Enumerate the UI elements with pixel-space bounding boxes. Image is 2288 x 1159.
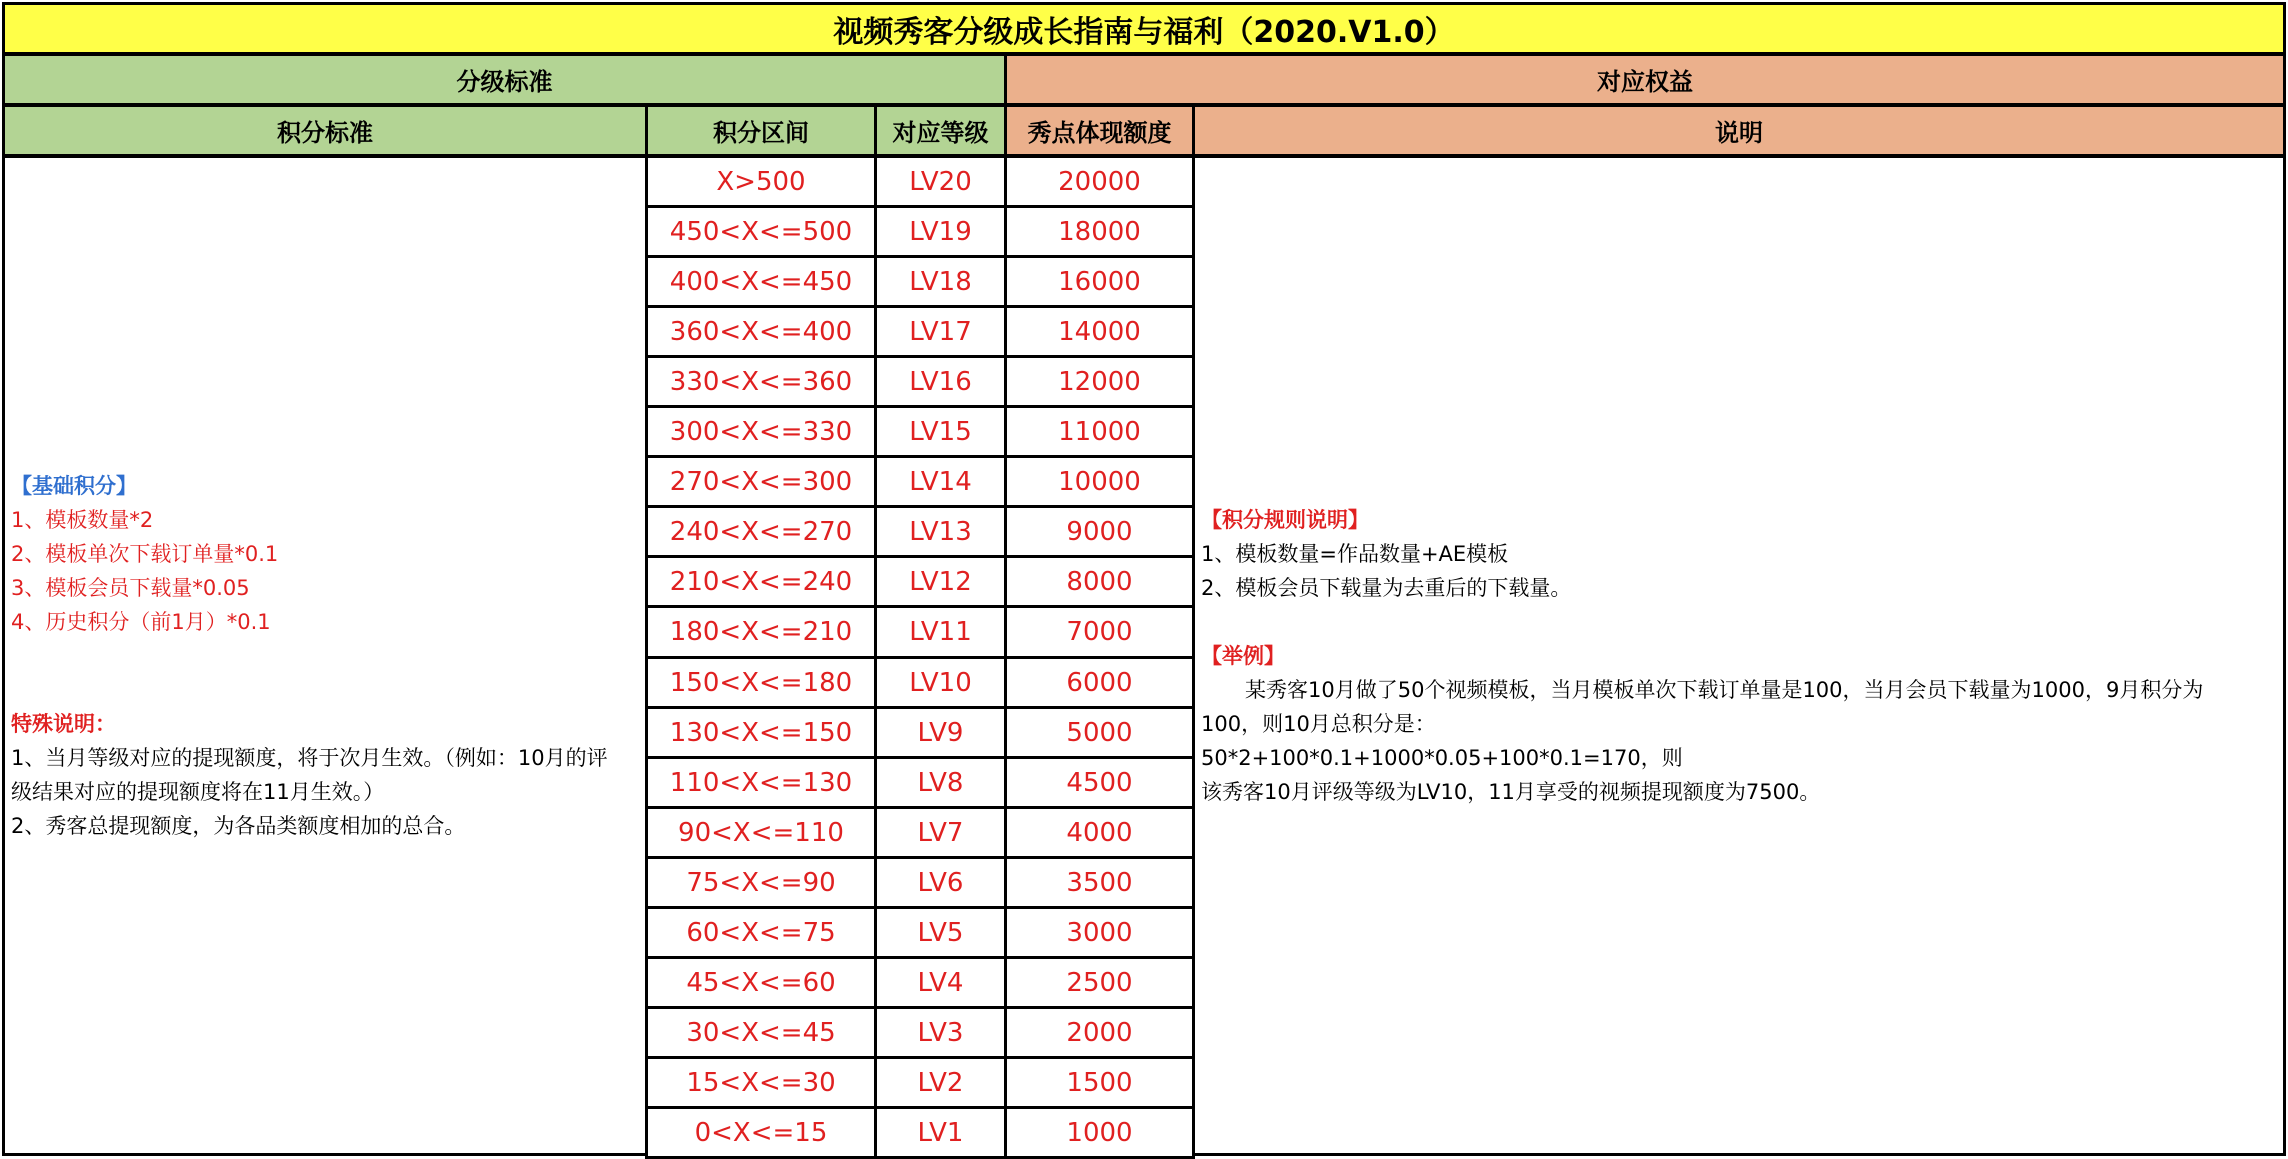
range-cell: 90<X<=110: [645, 806, 877, 859]
column-header-note: 说明: [1192, 104, 2286, 157]
amount-cell: 16000: [1004, 255, 1195, 308]
column-header-range: 积分区间: [645, 104, 877, 157]
range-cell: X>500: [645, 155, 877, 208]
special-note-item: 级结果对应的提现额度将在11月生效。）: [11, 779, 385, 804]
amount-cell: 14000: [1004, 305, 1195, 358]
range-cell: 75<X<=90: [645, 856, 877, 909]
example-line: 该秀客10月评级等级为LV10，11月享受的视频提现额度为7500。: [1201, 779, 1821, 804]
level-cell: LV14: [874, 455, 1007, 508]
level-cell: LV1: [874, 1106, 1007, 1159]
range-cell: 270<X<=300: [645, 455, 877, 508]
amount-cell: 8000: [1004, 555, 1195, 608]
basic-points-item: 3、模板会员下载量*0.05: [11, 575, 250, 600]
range-cell: 110<X<=130: [645, 756, 877, 809]
level-cell: LV9: [874, 706, 1007, 759]
amount-cell: 3500: [1004, 856, 1195, 909]
page-title: 视频秀客分级成长指南与福利（2020.V1.0）: [2, 2, 2286, 55]
example-heading: 【举例】: [1201, 643, 1285, 668]
range-cell: 150<X<=180: [645, 656, 877, 709]
amount-cell: 18000: [1004, 205, 1195, 258]
amount-cell: 2000: [1004, 1006, 1195, 1059]
level-cell: LV4: [874, 956, 1007, 1009]
level-cell: LV18: [874, 255, 1007, 308]
criteria-description: [2, 155, 648, 1156]
range-cell: 240<X<=270: [645, 505, 877, 558]
range-cell: 45<X<=60: [645, 956, 877, 1009]
example-line: 50*2+100*0.1+1000*0.05+100*0.1=170，则: [1201, 745, 1683, 770]
level-cell: LV16: [874, 355, 1007, 408]
range-cell: 130<X<=150: [645, 706, 877, 759]
level-cell: LV17: [874, 305, 1007, 358]
amount-cell: 5000: [1004, 706, 1195, 759]
basic-points-item: 2、模板单次下载订单量*0.1: [11, 541, 279, 566]
amount-cell: 12000: [1004, 355, 1195, 408]
group-header-grading: 分级标准: [2, 53, 1007, 106]
column-header-level: 对应等级: [874, 104, 1007, 157]
amount-cell: 11000: [1004, 405, 1195, 458]
column-header-criteria: 积分标准: [2, 104, 648, 157]
level-cell: LV3: [874, 1006, 1007, 1059]
special-note-item: 1、当月等级对应的提现额度，将于次月生效。（例如：10月的评: [11, 745, 608, 770]
rules-heading: 【积分规则说明】: [1201, 507, 1369, 532]
amount-cell: 6000: [1004, 656, 1195, 709]
special-note-heading: 特殊说明：: [11, 711, 116, 736]
special-note-item: 2、秀客总提现额度，为各品类额度相加的总合。: [11, 813, 466, 838]
basic-points-item: 4、历史积分（前1月）*0.1: [11, 609, 271, 634]
range-cell: 330<X<=360: [645, 355, 877, 408]
basic-points-heading: 【基础积分】: [11, 473, 137, 498]
amount-cell: 4500: [1004, 756, 1195, 809]
amount-cell: 3000: [1004, 906, 1195, 959]
level-cell: LV20: [874, 155, 1007, 208]
amount-cell: 1500: [1004, 1056, 1195, 1109]
range-cell: 360<X<=400: [645, 305, 877, 358]
range-cell: 60<X<=75: [645, 906, 877, 959]
level-cell: LV11: [874, 605, 1007, 659]
amount-cell: 20000: [1004, 155, 1195, 208]
range-cell: 400<X<=450: [645, 255, 877, 308]
example-line: 某秀客10月做了50个视频模板，当月模板单次下载订单量是100，当月会员下载量为1000，9月积分为: [1245, 677, 2204, 702]
range-cell: 30<X<=45: [645, 1006, 877, 1059]
range-cell: 300<X<=330: [645, 405, 877, 458]
range-cell: 210<X<=240: [645, 555, 877, 608]
level-cell: LV13: [874, 505, 1007, 558]
basic-points-item: 1、模板数量*2: [11, 507, 154, 532]
level-cell: LV8: [874, 756, 1007, 809]
range-cell: 450<X<=500: [645, 205, 877, 258]
level-cell: LV7: [874, 806, 1007, 859]
column-header-amount: 秀点体现额度: [1004, 104, 1195, 157]
rules-item: 2、模板会员下载量为去重后的下载量。: [1201, 575, 1572, 600]
amount-cell: 4000: [1004, 806, 1195, 859]
level-cell: LV10: [874, 656, 1007, 709]
benefit-description: [1192, 155, 2286, 1156]
amount-cell: 2500: [1004, 956, 1195, 1009]
range-cell: 15<X<=30: [645, 1056, 877, 1109]
level-cell: LV19: [874, 205, 1007, 258]
amount-cell: 1000: [1004, 1106, 1195, 1159]
group-header-benefits: 对应权益: [1004, 53, 2286, 106]
range-cell: 0<X<=15: [645, 1106, 877, 1159]
level-cell: LV6: [874, 856, 1007, 909]
amount-cell: 7000: [1004, 605, 1195, 659]
level-cell: LV15: [874, 405, 1007, 458]
amount-cell: 10000: [1004, 455, 1195, 508]
range-cell: 180<X<=210: [645, 605, 877, 659]
example-line: 100，则10月总积分是：: [1201, 711, 1436, 736]
level-cell: LV5: [874, 906, 1007, 959]
level-cell: LV2: [874, 1056, 1007, 1109]
amount-cell: 9000: [1004, 505, 1195, 558]
level-cell: LV12: [874, 555, 1007, 608]
rules-item: 1、模板数量=作品数量+AE模板: [1201, 541, 1509, 566]
